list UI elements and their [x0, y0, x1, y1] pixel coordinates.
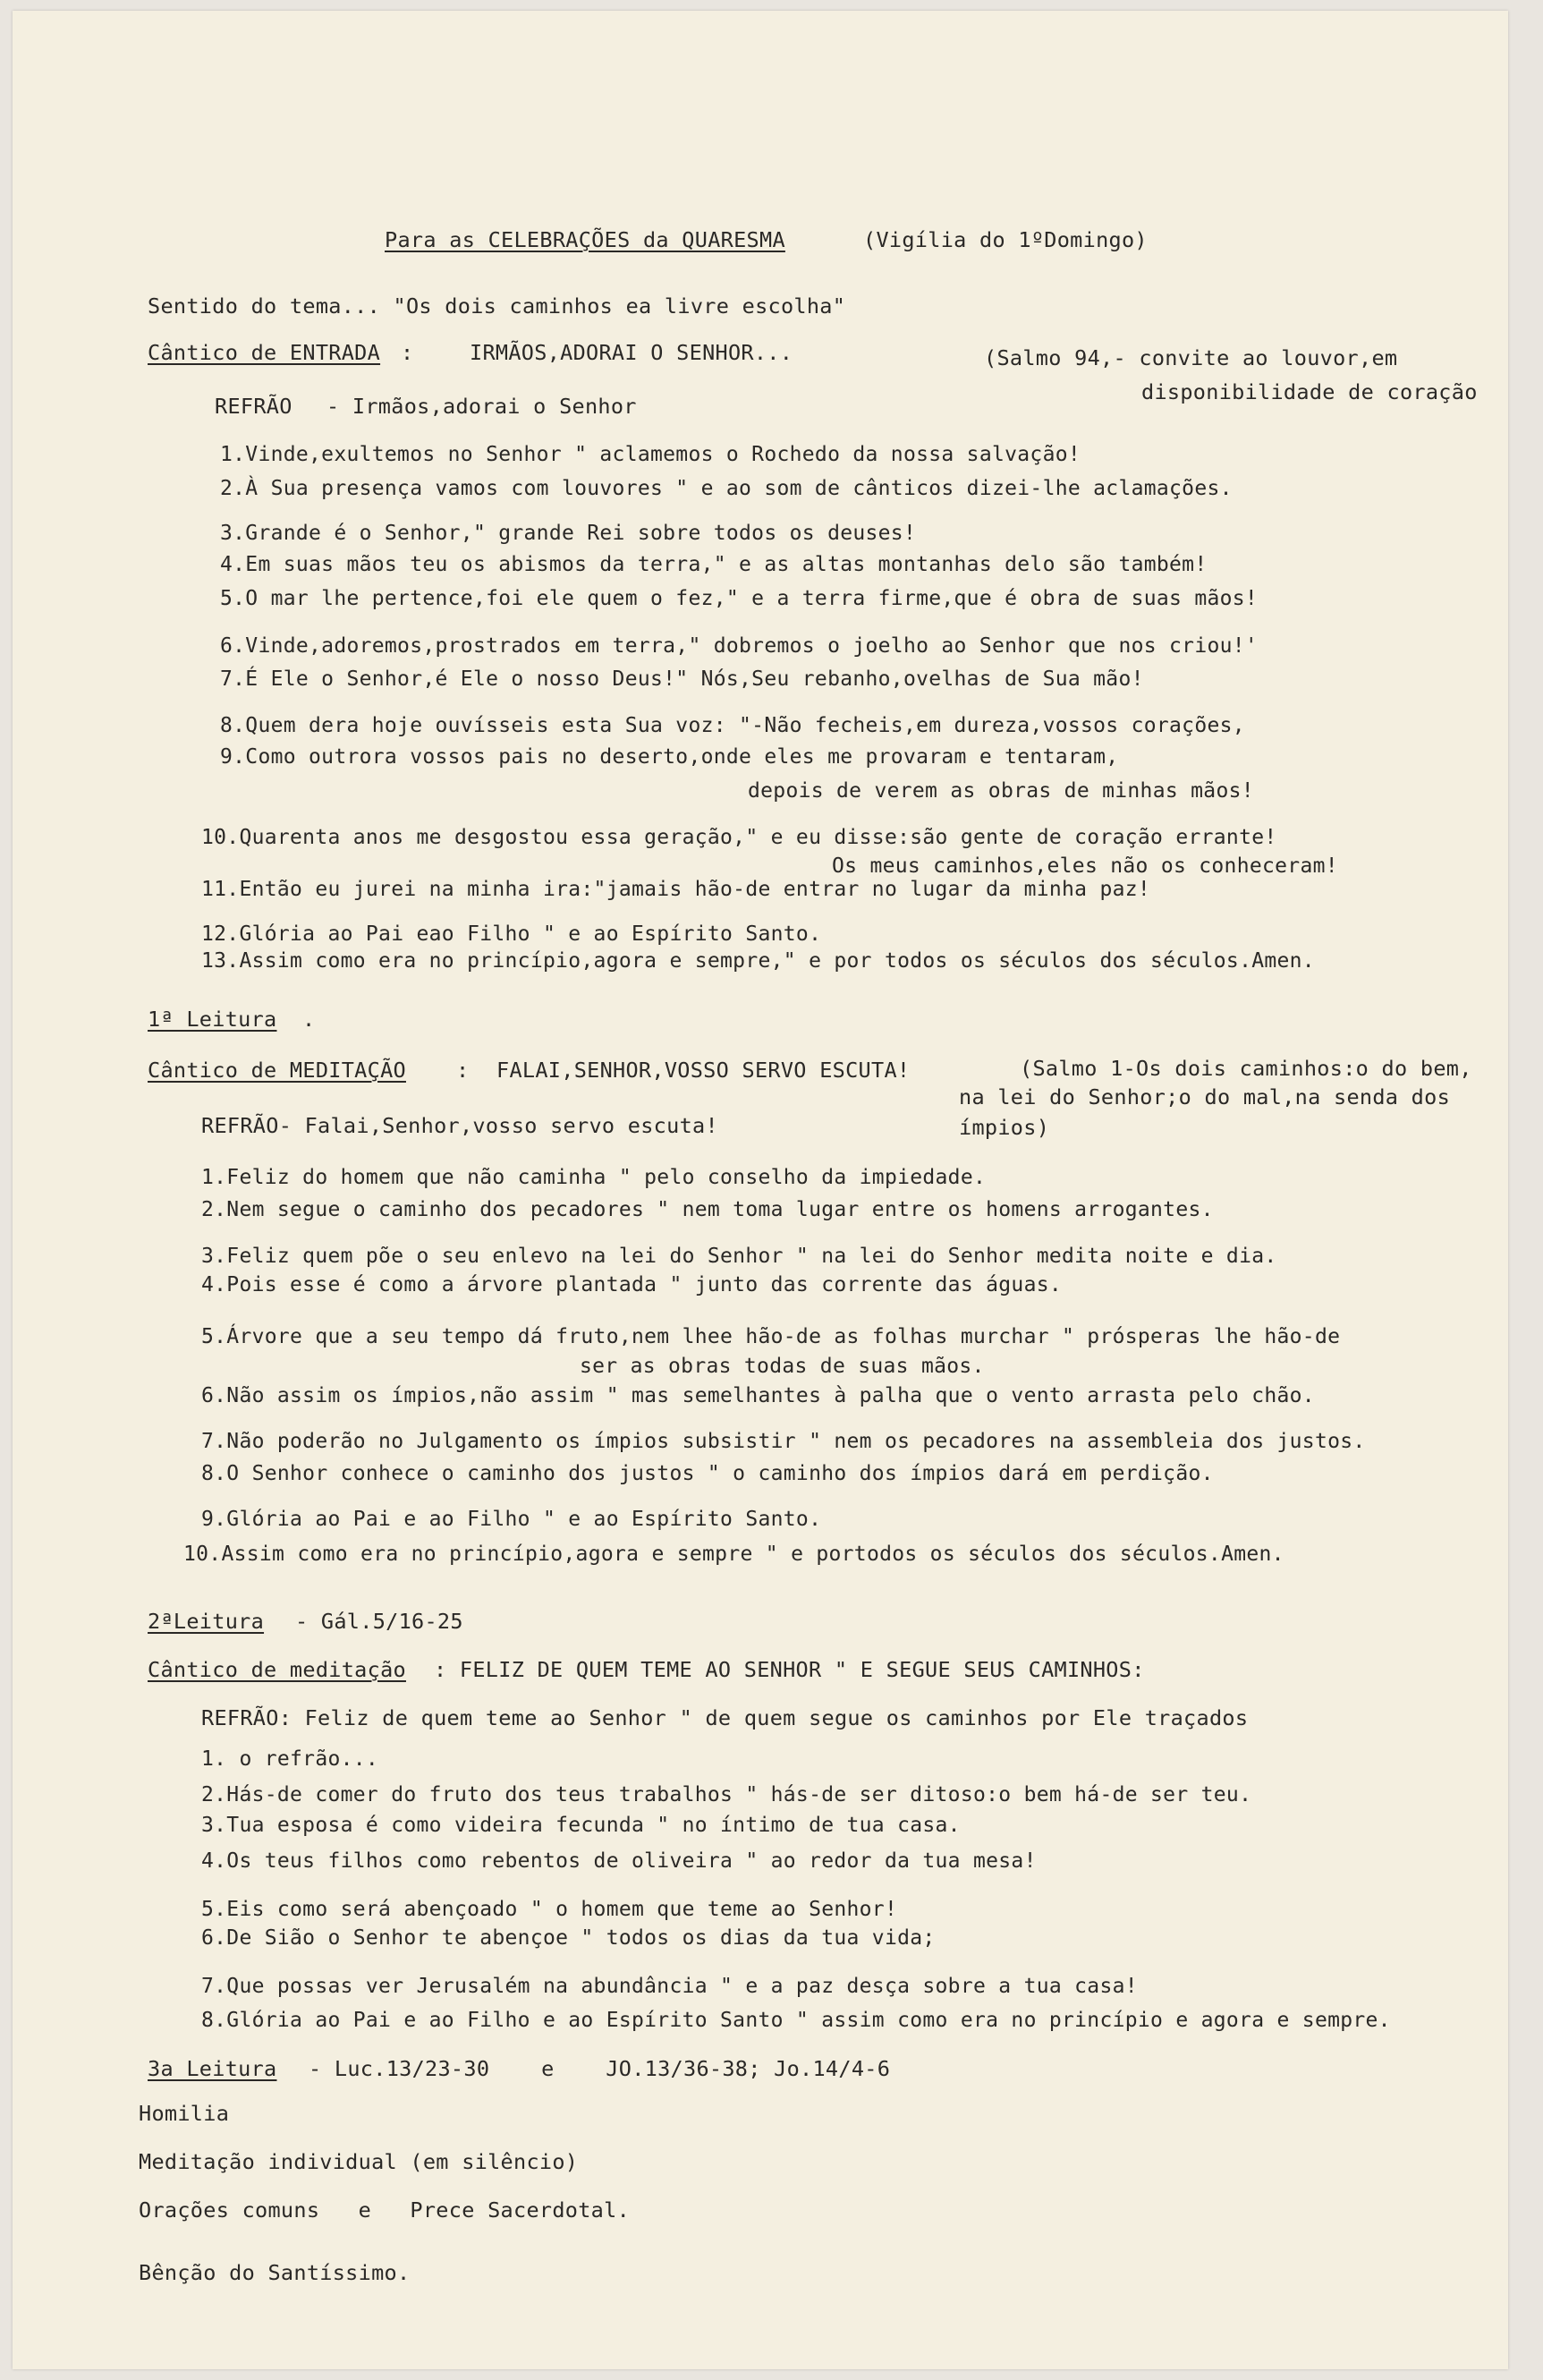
entrada-note-line2: disponibilidade de coração: [1141, 379, 1478, 404]
meditacao2-verse: 5.Eis como será abençoado " o homem que teme ao Senhor!: [201, 1898, 898, 1921]
leitura1-dot: .: [302, 1007, 316, 1032]
entrada-verse: 10.Quarenta anos me desgostou essa geração," e eu disse:são gente de coração errante!: [201, 826, 1277, 849]
meditacao2-verse: 1. o refrão...: [201, 1747, 379, 1771]
entrada-verse: Os meus caminhos,eles não os conheceram!: [832, 854, 1338, 878]
leitura2-reference: - Gál.5/16-25: [295, 1609, 463, 1634]
meditacao1-refrao: REFRÃO- Falai,Senhor,vosso servo escuta!: [201, 1113, 718, 1138]
meditacao1-verse: 1.Feliz do homem que não caminha " pelo conselho da impiedade.: [201, 1166, 987, 1189]
entrada-refrao-label: REFRÃO: [215, 394, 292, 419]
entrada-verse: 13.Assim como era no princípio,agora e sempre," e por todos os séculos dos séculos.Amen.: [201, 949, 1315, 973]
meditacao2-title: : FELIZ DE QUEM TEME AO SENHOR " E SEGUE SEUS CAMINHOS:: [434, 1657, 1145, 1682]
entrada-verse: 1.Vinde,exultemos no Senhor " aclamemos o Rochedo da nossa salvação!: [220, 443, 1081, 466]
meditacao1-note-line3: ímpios): [959, 1115, 1050, 1140]
meditacao1-note-line1: (Salmo 1-Os dois caminhos:o do bem,: [1020, 1056, 1472, 1081]
meditacao1-verse: 7.Não poderão no Julgamento os ímpios subsistir " nem os pecadores na assembleia dos justos.: [201, 1430, 1366, 1453]
entrada-verse: 12.Glória ao Pai eao Filho " e ao Espírito Santo.: [201, 922, 822, 946]
meditacao2-refrao: REFRÃO: Feliz de quem teme ao Senhor " de quem segue os caminhos por Ele traçados: [201, 1705, 1249, 1730]
closing-item: Orações comuns e Prece Sacerdotal.: [139, 2197, 631, 2223]
closing-item: Meditação individual (em silêncio): [139, 2149, 579, 2174]
meditacao2-verse: 4.Os teus filhos como rebentos de oliveira " ao redor da tua mesa!: [201, 1849, 1037, 1873]
meditacao2-verse: 6.De Sião o Senhor te abençoe " todos os dias da tua vida;: [201, 1926, 936, 1950]
entrada-verse: 6.Vinde,adoremos,prostrados em terra," dobremos o joelho ao Senhor que nos criou!': [220, 634, 1259, 658]
entrada-note-line1: (Salmo 94,- convite ao louvor,em: [984, 345, 1398, 370]
entrada-verse: depois de verem as obras de minhas mãos!: [748, 779, 1254, 803]
meditacao1-verse: 2.Nem segue o caminho dos pecadores " nem toma lugar entre os homens arrogantes.: [201, 1198, 1214, 1221]
meditacao1-verse: ser as obras todas de suas mãos.: [580, 1355, 985, 1378]
entrada-verse: 2.À Sua presença vamos com louvores " e ao som de cânticos dizei-lhe aclamações.: [220, 477, 1233, 500]
meditacao1-verse: 3.Feliz quem põe o seu enlevo na lei do Senhor " na lei do Senhor medita noite e dia.: [201, 1245, 1277, 1268]
entrada-verse: 9.Como outrora vossos pais no deserto,onde eles me provaram e tentaram,: [220, 745, 1119, 769]
meditacao2-verse: 8.Glória ao Pai e ao Filho e ao Espírito Santo " assim como era no princípio e agora e sempre.: [201, 2009, 1391, 2032]
meditacao1-verse: 9.Glória ao Pai e ao Filho " e ao Espírito Santo.: [201, 1508, 822, 1531]
meditacao1-verse: 10.Assim como era no princípio,agora e sempre " e portodos os séculos dos séculos.Amen.: [183, 1543, 1284, 1566]
entrada-verse: 5.O mar lhe pertence,foi ele quem o fez," e a terra firme,que é obra de suas mãos!: [220, 587, 1259, 610]
meditacao2-label: Cântico de meditação: [148, 1657, 406, 1682]
entrada-label: Cântico de ENTRADA: [148, 340, 381, 365]
closing-item: Bênção do Santíssimo.: [139, 2260, 411, 2285]
document-title: Para as CELEBRAÇÕES da QUARESMA: [385, 227, 785, 252]
meditacao2-verse: 3.Tua esposa é como videira fecunda " no íntimo de tua casa.: [201, 1814, 961, 1837]
meditacao1-verse: 6.Não assim os ímpios,não assim " mas semelhantes à palha que o vento arrasta pelo chão.: [201, 1384, 1315, 1407]
entrada-separator: :: [401, 340, 414, 365]
entrada-verse: 11.Então eu jurei na minha ira:"jamais hão-de entrar no lugar da minha paz!: [201, 878, 1151, 901]
meditacao2-verse: 2.Hás-de comer do fruto dos teus trabalhos " hás-de ser ditoso:o bem há-de ser teu.: [201, 1783, 1252, 1806]
leitura3-label: 3a Leitura: [148, 2056, 277, 2081]
meditacao1-separator: :: [456, 1058, 470, 1083]
meditacao1-title: FALAI,SENHOR,VOSSO SERVO ESCUTA!: [496, 1058, 911, 1083]
meditacao1-label: Cântico de MEDITAÇÃO: [148, 1058, 406, 1083]
meditacao1-verse: 5.Árvore que a seu tempo dá fruto,nem lhee hão-de as folhas murchar " prósperas lhe hão-de: [201, 1325, 1341, 1348]
meditacao2-verse: 7.Que possas ver Jerusalém na abundância " e a paz desça sobre a tua casa!: [201, 1975, 1138, 1998]
leitura1-label: 1ª Leitura: [148, 1007, 277, 1032]
entrada-verse: 7.É Ele o Senhor,é Ele o nosso Deus!" Nós,Seu rebanho,ovelhas de Sua mão!: [220, 667, 1144, 691]
closing-item: Homilia: [139, 2101, 230, 2126]
entrada-title: IRMÃOS,ADORAI O SENHOR...: [470, 340, 793, 365]
theme-line: Sentido do tema... "Os dois caminhos ea livre escolha": [148, 293, 846, 319]
leitura3-references: - Luc.13/23-30 e JO.13/36-38; Jo.14/4-6: [309, 2056, 891, 2081]
entrada-verse: 3.Grande é o Senhor," grande Rei sobre todos os deuses!: [220, 522, 917, 545]
entrada-verse: 8.Quem dera hoje ouvísseis esta Sua voz: "-Não fecheis,em dureza,vossos corações,: [220, 714, 1245, 737]
entrada-verse: 4.Em suas mãos teu os abismos da terra," e as altas montanhas delo são também!: [220, 553, 1208, 576]
leitura2-label: 2ªLeitura: [148, 1609, 265, 1634]
vigil-subtitle: (Vigília do 1ºDomingo): [863, 227, 1148, 252]
meditacao1-verse: 8.O Senhor conhece o caminho dos justos " o caminho dos ímpios dará em perdição.: [201, 1462, 1214, 1485]
meditacao1-note-line2: na lei do Senhor;o do mal,na senda dos: [959, 1084, 1451, 1109]
entrada-refrao-text: - Irmãos,adorai o Senhor: [326, 394, 637, 419]
meditacao1-verse: 4.Pois esse é como a árvore plantada " junto das corrente das águas.: [201, 1273, 1063, 1296]
